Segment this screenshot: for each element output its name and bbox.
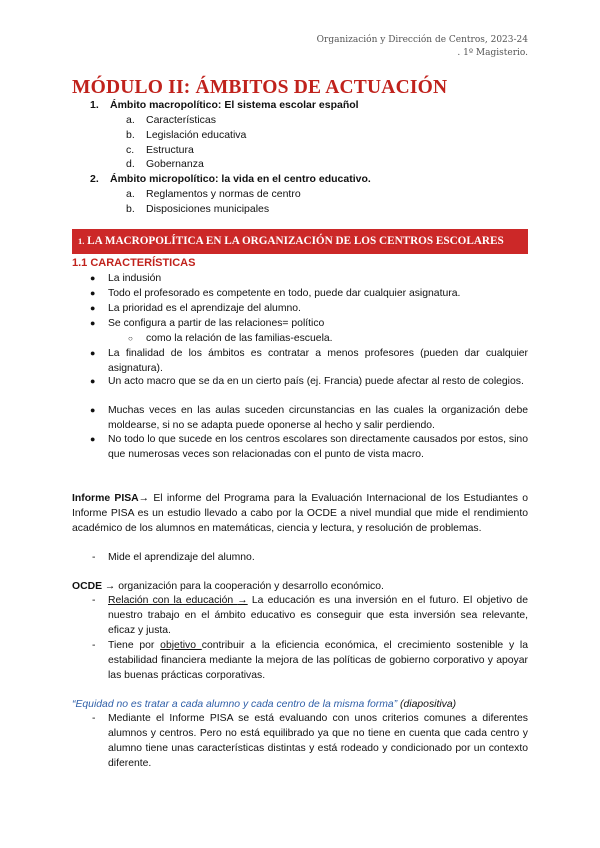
dash-marker: - — [92, 640, 96, 651]
list-item-text: como la relación de las familias-escuela. — [146, 333, 333, 344]
toc-subtext: Legislación educativa — [146, 129, 247, 141]
dash-item-text — [108, 638, 528, 683]
toc-number: 2. — [90, 173, 99, 185]
list-item — [72, 403, 528, 433]
dash-item-text: Mediante el Informe PISA se está evaluando con unos criterios comunes a diferentes alumnos y centros. Pero no está equilibrado ya que no tiene en cuenta que cada centro y alumno tiene unas características distintas y está rodeado y condicionado por un contexto diferente. — [108, 713, 528, 769]
dash-item — [72, 550, 528, 565]
bullet-icon: ● — [90, 376, 96, 386]
list-item — [72, 374, 528, 389]
toc-letter: b. — [126, 203, 135, 215]
toc-letter: a. — [126, 188, 135, 200]
page-header — [317, 34, 528, 60]
toc-subtext: Gobernanza — [146, 158, 204, 170]
list-item — [72, 301, 528, 316]
dash-item — [72, 711, 528, 771]
ocde-item-text: contribuir a la eficiencia económica, el crecimiento sostenible y la estabilidad financiera mediante la mejora de las políticas de gobierno corporativo y apoyar las buenas prácticas corporativas. — [108, 640, 529, 681]
bullet-icon: ● — [90, 273, 96, 283]
underlined-text: objetivo — [160, 640, 202, 651]
list-item — [72, 271, 528, 286]
list-item — [72, 316, 528, 331]
quote-line — [72, 697, 528, 712]
toc-number: 1. — [90, 99, 99, 111]
list-item — [72, 286, 528, 301]
pisa-label: Informe PISA — [72, 493, 139, 504]
bullet-icon: ● — [90, 303, 96, 313]
dash-item — [72, 638, 528, 683]
page-title: MÓDULO II: ÁMBITOS DE ACTUACIÓN — [72, 77, 448, 98]
toc-text: Ámbito macropolítico: El sistema escolar español — [110, 99, 359, 111]
list-item-text: Muchas veces en las aulas suceden circunstancias en las cuales la organización debe moldearse, si no se adapta puede oponerse al hecho y salir perdiendo. — [108, 405, 528, 431]
list-item-text: La finalidad de los ámbitos es contratar a menos profesores (pueden dar cualquier asignatura). — [108, 348, 528, 374]
dash-marker: - — [92, 713, 96, 724]
header-year: . 1º Magisterio. — [457, 48, 528, 58]
toc-subtext: Estructura — [146, 144, 194, 156]
toc-subtext: Disposiciones municipales — [146, 203, 270, 215]
arrow-right-icon: → — [138, 493, 150, 504]
bullet-icon: ● — [90, 405, 96, 415]
quote-text: “Equidad no es tratar a cada alumno y cada centro de la misma forma” — [72, 699, 398, 710]
list-item-text: Se configura a partir de las relaciones= político — [108, 318, 325, 329]
section-title: LA MACROPOLÍTICA EN LA ORGANIZACIÓN DE LOS CENTROS ESCOLARES — [84, 235, 504, 247]
quote-source: (diapositiva) — [397, 699, 457, 710]
list-item-text: No todo lo que sucede en los centros escolares son directamente causados por estos, sino que numerosas veces son relacionadas con el punto de vista macro. — [108, 434, 528, 460]
ocde-paragraph — [72, 579, 528, 594]
dash-marker: - — [92, 552, 96, 563]
dash-item — [72, 593, 528, 638]
list-item-text: Todo el profesorado es competente en todo, puede dar cualquier asignatura. — [108, 288, 461, 299]
list-subitem — [72, 331, 528, 346]
bullet-icon: ● — [90, 434, 96, 444]
toc-letter: c. — [126, 144, 135, 156]
toc-letter: a. — [126, 114, 135, 126]
bullet-icon: ● — [90, 288, 96, 298]
ocde-text: → organización para la cooperación y desarrollo económico. — [102, 581, 384, 592]
toc-subtext: Reglamentos y normas de centro — [146, 188, 301, 200]
arrow-right-icon: → — [237, 595, 248, 606]
toc-subtext: Características — [146, 114, 217, 126]
dash-marker: - — [92, 595, 96, 606]
dash-item-text — [108, 593, 528, 638]
list-item — [72, 346, 528, 376]
toc-letter: d. — [126, 158, 135, 170]
underlined-text: Relación con la educación — [108, 595, 238, 606]
bullet-icon: ● — [90, 348, 96, 358]
list-item-text: Un acto macro que se da en un cierto país (ej. Francia) puede afectar al resto de colegios. — [108, 376, 524, 387]
section-number: 1. — [78, 236, 85, 246]
list-item — [72, 432, 528, 462]
list-item-text: La indusión — [108, 273, 162, 284]
header-course: Organización y Dirección de Centros, 2023-24 — [316, 35, 528, 45]
toc-text: Ámbito micropolítico: la vida en el centro educativo. — [110, 173, 371, 185]
section-banner — [72, 229, 528, 254]
ocde-item-text: La educación es una inversión en el futuro. El objetivo de nuestro trabajo en el ámbito educativo es conseguir que esta inversión sea relevante, eficaz y justa. — [108, 595, 528, 636]
pisa-paragraph — [72, 491, 528, 536]
bullet-icon: ● — [90, 318, 96, 328]
subsection-heading: 1.1 CARACTERÍSTICAS — [72, 257, 196, 269]
pisa-text: El informe del Programa para la Evaluación Internacional de los Estudiantes o Informe PISA es un estudio llevado a cabo por la OCDE a nivel mundial que mide el rendimiento académico de los alumnos en matemáticas, ciencia y lectura, y resolución de problemas. — [72, 493, 528, 534]
toc-letter: b. — [126, 129, 135, 141]
ocde-item-text: Tiene por — [108, 640, 161, 651]
ocde-label: OCDE — [72, 581, 103, 592]
circle-bullet-icon: ○ — [128, 334, 133, 343]
list-item-text: La prioridad es el aprendizaje del alumno. — [108, 303, 301, 314]
dash-item-text: Mide el aprendizaje del alumno. — [108, 552, 255, 563]
